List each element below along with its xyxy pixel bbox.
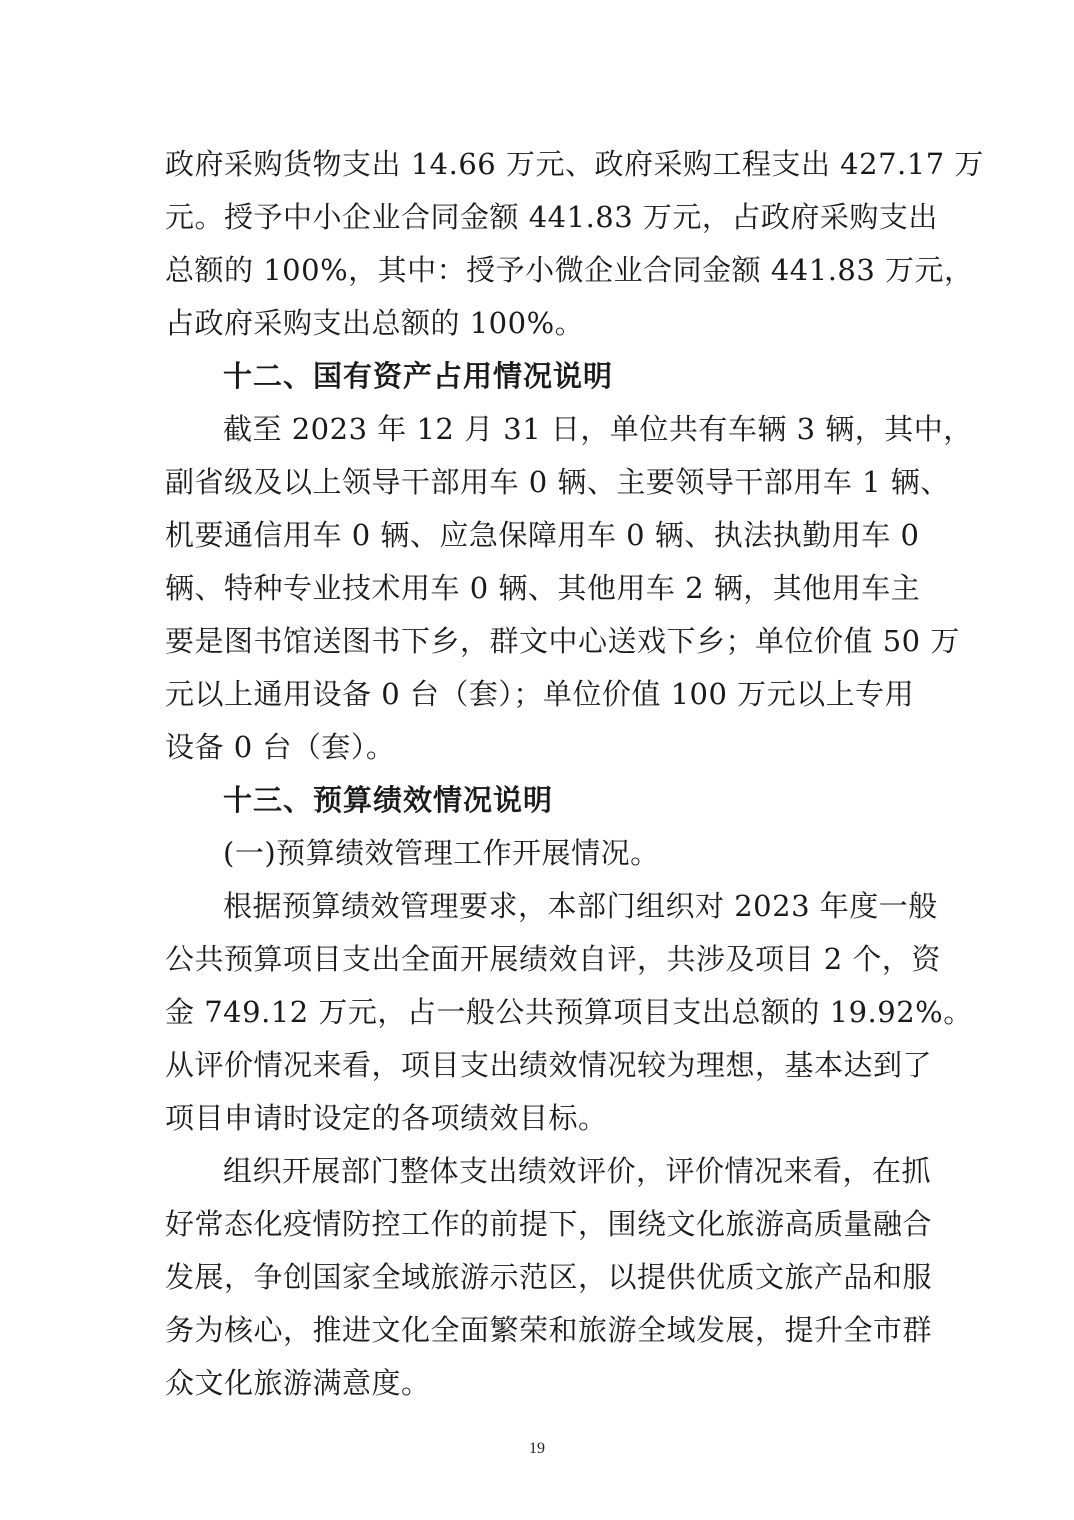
text-line: 组织开展部门整体支出绩效评价，评价情况来看，在抓 xyxy=(223,1154,932,1188)
text-line: 政府采购货物支出 14.66 万元、政府采购工程支出 427.17 万 xyxy=(165,147,984,181)
subheading: (一)预算绩效管理工作开展情况。 xyxy=(223,836,660,870)
section-heading-12: 十二、国有资产占用情况说明 xyxy=(223,359,614,393)
text-line: 副省级及以上领导干部用车 0 辆、主要领导干部用车 1 辆、 xyxy=(165,465,950,499)
text-line: 金 749.12 万元，占一般公共预算项目支出总额的 19.92%。 xyxy=(165,995,973,1029)
text-line: 好常态化疫情防控工作的前提下，围绕文化旅游高质量融合 xyxy=(165,1207,933,1241)
text-line: 总额的 100%，其中：授予小微企业合同金额 441.83 万元， xyxy=(165,253,974,287)
text-line: 元以上通用设备 0 台（套）；单位价值 100 万元以上专用 xyxy=(165,677,915,711)
performance-paragraph xyxy=(165,880,973,1145)
text-line: 设备 0 台（套）。 xyxy=(165,730,396,764)
procurement-paragraph xyxy=(165,138,984,350)
page-content xyxy=(165,138,984,1410)
text-line: 辆、特种专业技术用车 0 辆、其他用车 2 辆，其他用车主 xyxy=(165,571,921,605)
text-line: 从评价情况来看，项目支出绩效情况较为理想，基本达到了 xyxy=(165,1048,933,1082)
text-line: 公共预算项目支出全面开展绩效自评，共涉及项目 2 个，资 xyxy=(165,942,941,976)
text-line: 根据预算绩效管理要求，本部门组织对 2023 年度一般 xyxy=(223,889,938,923)
text-line: 截至 2023 年 12 月 31 日，单位共有车辆 3 辆，其中， xyxy=(223,412,973,446)
text-line: 项目申请时设定的各项绩效目标。 xyxy=(165,1101,608,1135)
text-line: 机要通信用车 0 辆、应急保障用车 0 辆、执法执勤用车 0 xyxy=(165,518,920,552)
overall-paragraph xyxy=(165,1145,933,1410)
text-line: 要是图书馆送图书下乡，群文中心送戏下乡；单位价值 50 万 xyxy=(165,624,960,658)
text-line: 众文化旅游满意度。 xyxy=(165,1366,431,1400)
section-heading-13: 十三、预算绩效情况说明 xyxy=(223,783,554,817)
text-line: 务为核心，推进文化全面繁荣和旅游全域发展，提升全市群 xyxy=(165,1313,933,1347)
assets-paragraph xyxy=(165,403,973,774)
text-line: 发展，争创国家全域旅游示范区，以提供优质文旅产品和服 xyxy=(165,1260,933,1294)
text-line: 占政府采购支出总额的 100%。 xyxy=(165,306,585,340)
text-line: 元。授予中小企业合同金额 441.83 万元，占政府采购支出 xyxy=(165,200,938,234)
page-number: 19 xyxy=(529,1440,545,1457)
